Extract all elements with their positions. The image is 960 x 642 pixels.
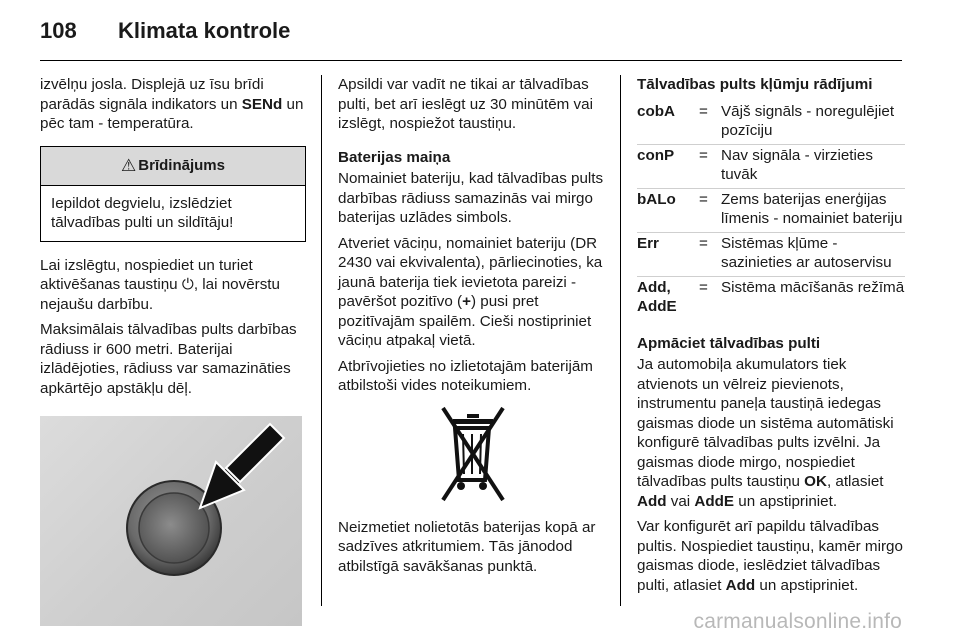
fault-code-row: [637, 233, 905, 277]
disposal-paragraph: Atbrīvojieties no izlietotajām baterijām atbilstoši vides noteikumiem.: [338, 357, 593, 394]
warning-text: Iepildot degvielu, izslēdziet tālvadības pulti un sildītāju!: [51, 194, 234, 231]
fault-code-row: [637, 277, 905, 320]
fault-code-list: [637, 101, 905, 320]
page-header: [40, 18, 290, 48]
column-divider-1: [321, 75, 322, 606]
warning-box: [40, 146, 306, 242]
battery-heading: Baterijas maiņa: [338, 148, 451, 166]
warning-title: Brīdinājums: [138, 156, 225, 174]
fault-code-equals: =: [699, 278, 708, 296]
fault-code-row: [637, 189, 905, 233]
fault-code-description: Vājš signāls - noregulējiet pozīciju: [721, 102, 895, 139]
arrow-icon: [200, 424, 284, 508]
send-label: SENd: [241, 95, 283, 113]
intro-paragraph: izvēlņu josla. Displejā uz īsu brīdi parādās signāla indikators un SENd un pēc tam - temperatūra.: [40, 76, 304, 132]
fault-code-description: Sistēmas kļūme - sazinieties ar autoservisu: [721, 234, 892, 271]
ok-label: OK: [804, 473, 827, 490]
add-label: Add: [637, 492, 667, 510]
battery-replace-paragraph: Atveriet vāciņu, nomainiet bateriju (DR 2430 vai ekvivalenta), pārliecinoties, ka jaunā baterija tiek ievietota pareizi - pavēršot pozitīvo (+) pusi pret pozitīvajām spailēm. Cieši nostipriniet vāciņu atpakaļ vietā.: [338, 234, 603, 349]
fault-code-equals: =: [699, 102, 708, 120]
fault-code: conP: [637, 146, 675, 164]
fault-code: cobA: [637, 102, 675, 120]
page-title: Klimata kontrole: [118, 18, 291, 43]
weee-bin-icon: [338, 404, 606, 502]
remote-button-photo: [40, 416, 302, 626]
watermark: carmanualsonline.info: [693, 610, 902, 633]
fault-code-equals: =: [699, 190, 708, 208]
teach-paragraph-2: Var konfigurēt arī papildu tālvadības pultis. Nospiediet taustiņu, kamēr mirgo gaismas diode, ieslēdziet tālvadības pulti, atlasiet Add un apstipriniet.: [637, 518, 903, 594]
header-divider: [40, 60, 902, 61]
teach-paragraph-1: Ja automobiļa akumulators tiek atvienots un vēlreiz pievienots, instrumentu paneļa taustiņā iedegas gaismas diode un sistēma automātiski konfigurē tālvadības pults izvēlni. Ja gaismas diode mirgo, nospiediet tālvadības pults taustiņu OK, atlasiet Add vai AddE un apstipriniet.: [637, 356, 894, 510]
fault-code: Add, AddE: [637, 278, 677, 315]
heating-paragraph: Apsildi var vadīt ne tikai ar tālvadības pulti, bet arī ieslēgt uz 30 minūtēm vai izslēgt, nospiežot taustiņu.: [338, 76, 593, 132]
add-label-2: Add: [725, 576, 756, 594]
teach-heading: Apmāciet tālvadības pulti: [637, 334, 821, 352]
column-1: [40, 75, 306, 626]
fault-code: bALo: [637, 190, 676, 208]
fault-code-row: [637, 101, 905, 145]
fault-code-description: Nav signāla - virzieties tuvāk: [721, 146, 873, 183]
battery-paragraph: Nomainiet bateriju, kad tālvadības pults darbības rādiuss samazinās vai mirgo baterijas uzlādes simbols.: [338, 170, 604, 226]
warning-header: [41, 147, 305, 186]
column-2: [338, 75, 606, 582]
range-paragraph: Maksimālais tālvadības pults darbības rādiuss ir 600 metri. Baterijai izlādējoties, rādiuss var samazināties apkārtējo apstākļu dēļ.: [40, 321, 297, 397]
plus-icon: +: [462, 293, 471, 310]
adde-label: AddE: [694, 492, 735, 510]
switch-off-paragraph: Lai izslēgtu, nospiediet un turiet aktivēšanas taustiņu ⏻, lai novērstu nejaušu darbību.: [40, 256, 280, 313]
fault-code-equals: =: [699, 146, 708, 164]
column-divider-2: [620, 75, 621, 606]
fault-code-equals: =: [699, 234, 708, 252]
power-button-icon: ⏻: [181, 276, 194, 293]
page-number: 108: [40, 18, 77, 43]
fault-code-description: Sistēma mācīšanās režīmā: [721, 278, 905, 296]
codes-heading: Tālvadības pults kļūmju rādījumi: [637, 76, 873, 93]
fault-code: Err: [637, 234, 659, 252]
fault-code-description: Zems baterijas enerģijas līmenis - nomainiet bateriju: [721, 190, 903, 227]
warning-triangle-icon: ⚠: [121, 155, 137, 175]
column-3: [637, 75, 905, 601]
collection-paragraph: Neizmetiet nolietotās baterijas kopā ar sadzīves atkritumiem. Tās jānodod atbilstīgā savākšanas punktā.: [338, 518, 596, 575]
remote-button-illustration: [40, 416, 302, 626]
fault-code-row: [637, 145, 905, 189]
